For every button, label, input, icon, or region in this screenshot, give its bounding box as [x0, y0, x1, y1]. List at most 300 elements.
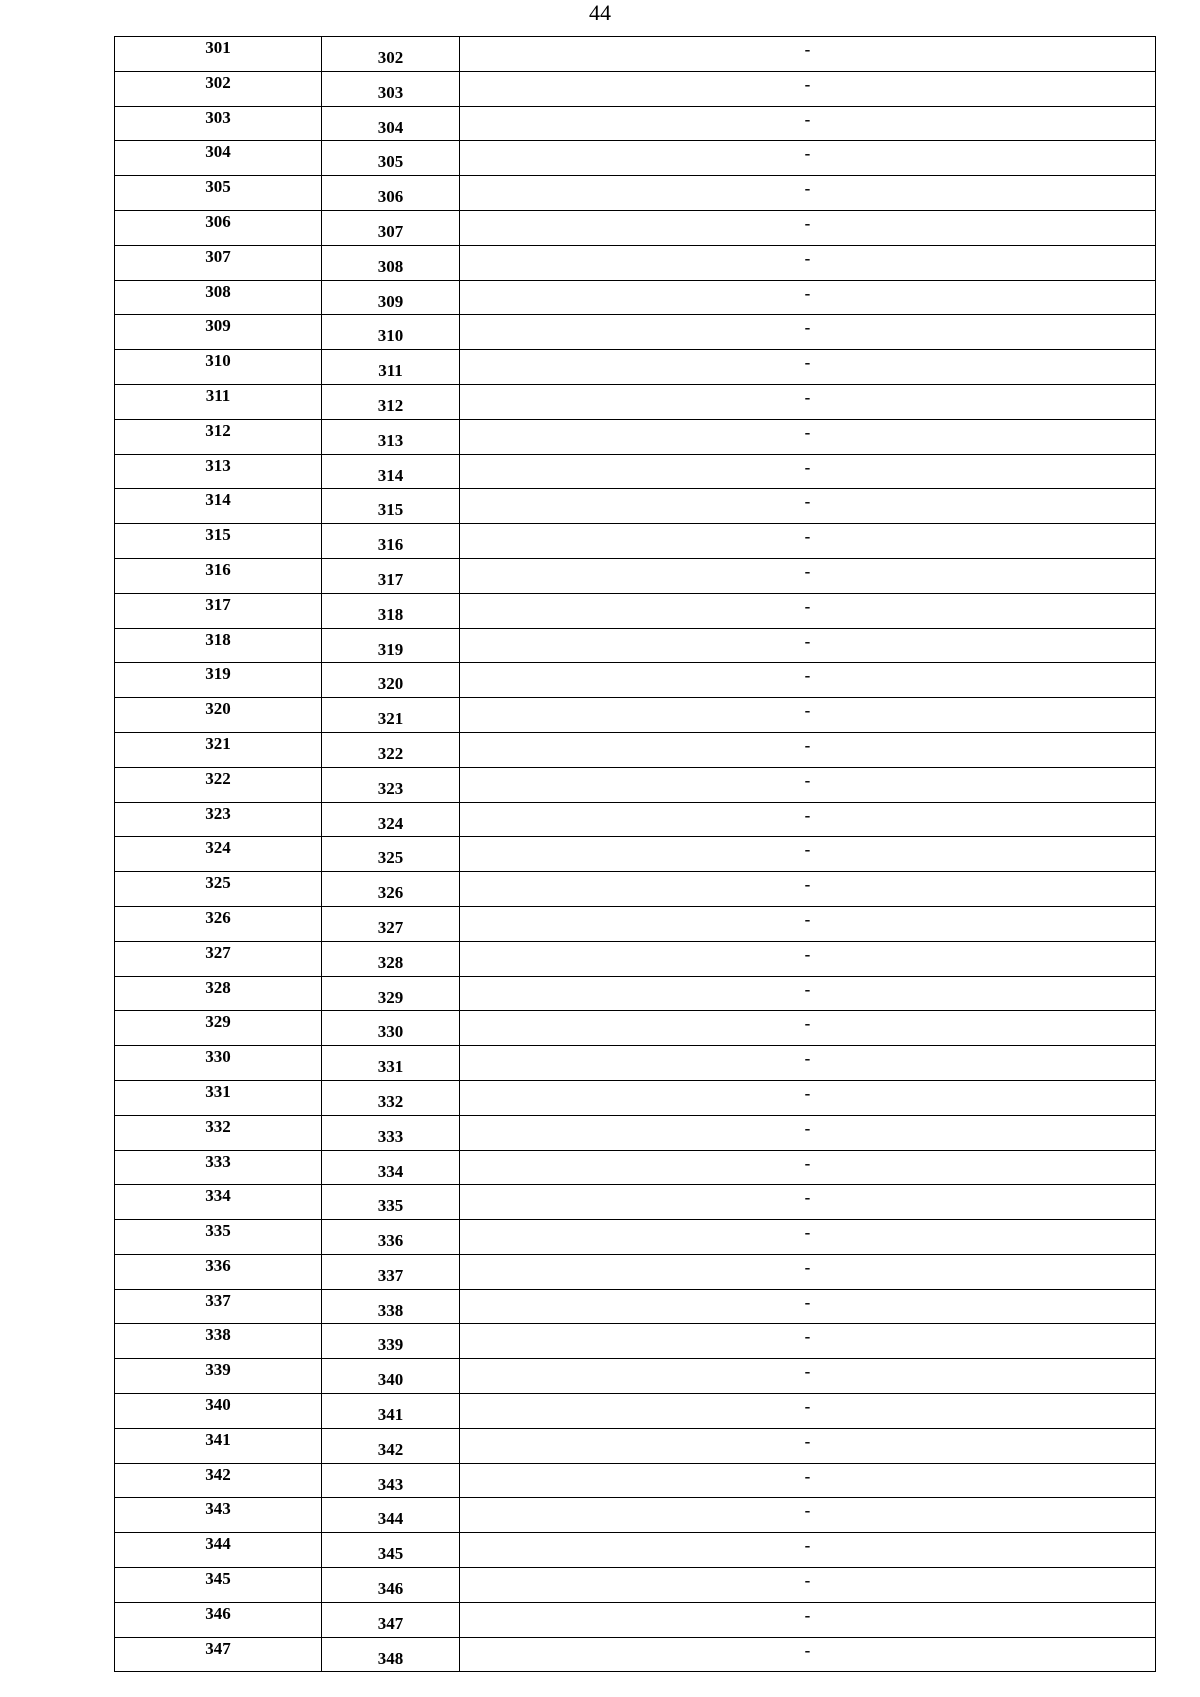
value-cell: [460, 1046, 1156, 1081]
row-number-cell: [115, 1220, 322, 1255]
data-table: [114, 36, 1156, 1672]
next-number-cell: [322, 1568, 460, 1603]
value-cell: [460, 315, 1156, 350]
value-cell-text: -: [804, 1049, 811, 1069]
table-row: [115, 1359, 1156, 1394]
next-number-cell: [322, 106, 460, 141]
row-number-cell-text: 330: [205, 1047, 231, 1067]
value-cell-text: -: [804, 1223, 811, 1243]
table-row: [115, 593, 1156, 628]
value-cell: [460, 872, 1156, 907]
row-number-cell-text: 336: [205, 1255, 231, 1275]
page-number: 44: [589, 0, 611, 25]
value-cell-text: -: [804, 353, 811, 373]
value-cell-text: -: [804, 213, 811, 233]
value-cell-text: -: [804, 283, 811, 303]
table-row: [115, 837, 1156, 872]
row-number-cell: [115, 593, 322, 628]
row-number-cell-text: 301: [205, 38, 231, 57]
value-cell-text: -: [804, 1327, 811, 1347]
table-row: [115, 1568, 1156, 1603]
table-row: [115, 941, 1156, 976]
value-cell: [460, 837, 1156, 872]
row-number-cell: [115, 1602, 322, 1637]
row-number-cell-text: 316: [205, 559, 231, 579]
next-number-cell: [322, 1254, 460, 1289]
table-row: [115, 1150, 1156, 1185]
next-number-cell: [322, 1533, 460, 1568]
value-cell-text: -: [804, 1536, 811, 1556]
next-number-cell: [322, 1150, 460, 1185]
row-number-cell-text: 337: [205, 1290, 231, 1310]
next-number-cell-text: 346: [377, 1579, 404, 1599]
value-cell-text: -: [804, 179, 811, 199]
row-number-cell: [115, 524, 322, 559]
value-cell: [460, 906, 1156, 941]
value-cell: [460, 37, 1156, 72]
value-cell: [460, 524, 1156, 559]
value-cell: [460, 732, 1156, 767]
value-cell-text: -: [804, 1362, 811, 1382]
row-number-cell: [115, 37, 322, 72]
next-number-cell-text: 329: [377, 987, 404, 1007]
next-number-cell: [322, 1185, 460, 1220]
value-cell-text: -: [804, 318, 811, 338]
value-cell: [460, 1254, 1156, 1289]
value-cell-text: -: [804, 1605, 811, 1625]
row-number-cell: [115, 245, 322, 280]
next-number-cell-text: 316: [377, 535, 404, 555]
row-number-cell: [115, 1289, 322, 1324]
value-cell-text: -: [804, 979, 811, 999]
value-cell-text: -: [804, 596, 811, 616]
table-row: [115, 1533, 1156, 1568]
table-row: [115, 384, 1156, 419]
value-cell: [460, 280, 1156, 315]
row-number-cell: [115, 1080, 322, 1115]
row-number-cell-text: 346: [205, 1603, 231, 1623]
row-number-cell-text: 318: [205, 629, 231, 649]
next-number-cell: [322, 1602, 460, 1637]
next-number-cell-text: 302: [377, 48, 404, 67]
value-cell: [460, 350, 1156, 385]
value-cell: [460, 1637, 1156, 1672]
row-number-cell: [115, 802, 322, 837]
table-row: [115, 524, 1156, 559]
next-number-cell-text: 340: [377, 1370, 404, 1390]
row-number-cell-text: 339: [205, 1360, 231, 1380]
value-cell-text: -: [804, 1014, 811, 1034]
next-number-cell: [322, 245, 460, 280]
row-number-cell-text: 312: [205, 420, 231, 440]
row-number-cell: [115, 350, 322, 385]
row-number-cell: [115, 280, 322, 315]
value-cell: [460, 1289, 1156, 1324]
value-cell: [460, 1080, 1156, 1115]
row-number-cell-text: 305: [205, 177, 231, 197]
row-number-cell: [115, 210, 322, 245]
row-number-cell-text: 340: [205, 1395, 231, 1415]
row-number-cell: [115, 419, 322, 454]
next-number-cell-text: 336: [377, 1231, 404, 1251]
value-cell: [460, 941, 1156, 976]
row-number-cell: [115, 1115, 322, 1150]
value-cell-text: -: [804, 74, 811, 94]
row-number-cell: [115, 1394, 322, 1429]
row-number-cell-text: 319: [205, 664, 231, 684]
next-number-cell: [322, 1011, 460, 1046]
row-number-cell-text: 333: [205, 1151, 231, 1171]
row-number-cell-text: 313: [205, 455, 231, 475]
row-number-cell-text: 327: [205, 942, 231, 962]
value-cell: [460, 1220, 1156, 1255]
next-number-cell: [322, 1463, 460, 1498]
value-cell-text: -: [804, 909, 811, 929]
value-cell-text: -: [804, 248, 811, 268]
table-row: [115, 419, 1156, 454]
table-row: [115, 976, 1156, 1011]
row-number-cell: [115, 1185, 322, 1220]
value-cell-text: -: [804, 1501, 811, 1521]
table-body: [115, 37, 1156, 1672]
row-number-cell-text: 329: [205, 1012, 231, 1032]
value-cell: [460, 1115, 1156, 1150]
next-number-cell: [322, 315, 460, 350]
value-cell-text: -: [804, 1292, 811, 1312]
next-number-cell-text: 304: [377, 117, 404, 137]
next-number-cell: [322, 906, 460, 941]
value-cell-text: -: [804, 1257, 811, 1277]
value-cell-text: -: [804, 805, 811, 825]
row-number-cell: [115, 1324, 322, 1359]
row-number-cell-text: 335: [205, 1221, 231, 1241]
value-cell-text: -: [804, 561, 811, 581]
next-number-cell-text: 335: [377, 1196, 404, 1216]
value-cell: [460, 419, 1156, 454]
next-number-cell-text: 311: [378, 361, 403, 381]
table-row: [115, 1220, 1156, 1255]
table-row: [115, 732, 1156, 767]
table-row: [115, 663, 1156, 698]
value-cell-text: -: [804, 1188, 811, 1208]
table-row: [115, 71, 1156, 106]
next-number-cell: [322, 732, 460, 767]
row-number-cell: [115, 454, 322, 489]
value-cell-text: -: [804, 701, 811, 721]
next-number-cell-text: 331: [377, 1057, 404, 1077]
value-cell-text: -: [804, 1153, 811, 1173]
row-number-cell: [115, 663, 322, 698]
row-number-cell: [115, 1359, 322, 1394]
value-cell: [460, 802, 1156, 837]
value-cell-text: -: [804, 1118, 811, 1138]
next-number-cell: [322, 698, 460, 733]
next-number-cell: [322, 489, 460, 524]
next-number-cell: [322, 384, 460, 419]
value-cell-text: -: [804, 1083, 811, 1103]
table-row: [115, 489, 1156, 524]
row-number-cell-text: 332: [205, 1116, 231, 1136]
next-number-cell: [322, 837, 460, 872]
next-number-cell-text: 305: [377, 152, 404, 172]
table-row: [115, 141, 1156, 176]
value-cell-text: -: [804, 492, 811, 512]
value-cell: [460, 1394, 1156, 1429]
row-number-cell: [115, 106, 322, 141]
value-cell: [460, 141, 1156, 176]
value-cell: [460, 1568, 1156, 1603]
next-number-cell: [322, 37, 460, 72]
next-number-cell-text: 323: [377, 778, 404, 798]
row-number-cell-text: 317: [205, 594, 231, 614]
row-number-cell: [115, 628, 322, 663]
value-cell-text: -: [804, 422, 811, 442]
value-cell: [460, 176, 1156, 211]
table-row: [115, 698, 1156, 733]
table-row: [115, 315, 1156, 350]
table-row: [115, 106, 1156, 141]
row-number-cell-text: 311: [205, 385, 231, 405]
table-row: [115, 558, 1156, 593]
row-number-cell-text: 306: [205, 211, 231, 231]
row-number-cell-text: 344: [205, 1534, 231, 1554]
row-number-cell: [115, 141, 322, 176]
next-number-cell-text: 339: [377, 1335, 404, 1355]
next-number-cell-text: 307: [377, 221, 404, 241]
row-number-cell: [115, 1150, 322, 1185]
value-cell: [460, 384, 1156, 419]
next-number-cell-text: 309: [377, 291, 404, 311]
next-number-cell-text: 318: [377, 604, 404, 624]
table-row: [115, 245, 1156, 280]
value-cell: [460, 1359, 1156, 1394]
next-number-cell-text: 313: [377, 430, 404, 450]
next-number-cell-text: 320: [377, 674, 404, 694]
table-row: [115, 872, 1156, 907]
row-number-cell-text: 302: [205, 72, 231, 92]
table-row: [115, 1185, 1156, 1220]
value-cell-text: -: [804, 109, 811, 129]
row-number-cell-text: 326: [205, 907, 231, 927]
next-number-cell-text: 303: [377, 82, 404, 102]
next-number-cell: [322, 524, 460, 559]
value-cell-text: -: [804, 1571, 811, 1591]
row-number-cell-text: 310: [205, 351, 231, 371]
next-number-cell-text: 332: [377, 1091, 404, 1111]
table-row: [115, 1602, 1156, 1637]
next-number-cell: [322, 1428, 460, 1463]
row-number-cell-text: 320: [205, 699, 231, 719]
value-cell: [460, 210, 1156, 245]
row-number-cell-text: 341: [205, 1429, 231, 1449]
row-number-cell: [115, 1498, 322, 1533]
row-number-cell: [115, 558, 322, 593]
next-number-cell: [322, 976, 460, 1011]
table-row: [115, 1498, 1156, 1533]
value-cell-text: -: [804, 944, 811, 964]
next-number-cell: [322, 1394, 460, 1429]
row-number-cell: [115, 767, 322, 802]
next-number-cell-text: 337: [377, 1265, 404, 1285]
row-number-cell: [115, 176, 322, 211]
row-number-cell-text: 324: [205, 838, 231, 858]
next-number-cell-text: 338: [377, 1300, 404, 1320]
row-number-cell: [115, 872, 322, 907]
next-number-cell-text: 314: [377, 465, 404, 485]
value-cell: [460, 1428, 1156, 1463]
next-number-cell: [322, 941, 460, 976]
row-number-cell-text: 314: [205, 490, 231, 510]
value-cell: [460, 1011, 1156, 1046]
next-number-cell-text: 312: [377, 395, 404, 415]
row-number-cell: [115, 1011, 322, 1046]
value-cell-text: -: [804, 735, 811, 755]
table-row: [115, 1289, 1156, 1324]
row-number-cell-text: 328: [205, 977, 231, 997]
next-number-cell-text: 328: [377, 952, 404, 972]
value-cell: [460, 454, 1156, 489]
table-row: [115, 1080, 1156, 1115]
value-cell-text: -: [804, 1640, 811, 1660]
next-number-cell: [322, 802, 460, 837]
next-number-cell-text: 306: [377, 187, 404, 207]
table-row: [115, 1115, 1156, 1150]
row-number-cell-text: 308: [205, 281, 231, 301]
row-number-cell-text: 322: [205, 768, 231, 788]
next-number-cell: [322, 767, 460, 802]
next-number-cell-text: 324: [377, 813, 404, 833]
value-cell-text: -: [804, 1397, 811, 1417]
row-number-cell-text: 334: [205, 1186, 231, 1206]
next-number-cell: [322, 1637, 460, 1672]
value-cell: [460, 71, 1156, 106]
value-cell-text: -: [804, 527, 811, 547]
table-row: [115, 1637, 1156, 1672]
next-number-cell-text: 326: [377, 883, 404, 903]
next-number-cell-text: 308: [377, 256, 404, 276]
value-cell: [460, 489, 1156, 524]
next-number-cell-text: 327: [377, 917, 404, 937]
value-cell: [460, 1533, 1156, 1568]
table-row: [115, 176, 1156, 211]
row-number-cell: [115, 941, 322, 976]
next-number-cell-text: 319: [377, 639, 404, 659]
row-number-cell-text: 304: [205, 142, 231, 162]
value-cell-text: -: [804, 1431, 811, 1451]
next-number-cell-text: 325: [377, 848, 404, 868]
row-number-cell: [115, 698, 322, 733]
next-number-cell: [322, 350, 460, 385]
row-number-cell-text: 309: [205, 316, 231, 336]
table-row: [115, 350, 1156, 385]
table-row: [115, 767, 1156, 802]
value-cell-text: -: [804, 1466, 811, 1486]
next-number-cell-text: 333: [377, 1126, 404, 1146]
next-number-cell: [322, 628, 460, 663]
table-row: [115, 628, 1156, 663]
row-number-cell-text: 325: [205, 873, 231, 893]
next-number-cell: [322, 1359, 460, 1394]
row-number-cell: [115, 1637, 322, 1672]
next-number-cell: [322, 454, 460, 489]
next-number-cell-text: 344: [377, 1509, 404, 1529]
table-row: [115, 802, 1156, 837]
value-cell-text: -: [804, 875, 811, 895]
next-number-cell: [322, 280, 460, 315]
next-number-cell: [322, 1498, 460, 1533]
row-number-cell: [115, 384, 322, 419]
next-number-cell-text: 345: [377, 1544, 404, 1564]
row-number-cell: [115, 1428, 322, 1463]
table-row: [115, 1324, 1156, 1359]
table-row: [115, 280, 1156, 315]
table-row: [115, 906, 1156, 941]
next-number-cell-text: 342: [377, 1439, 404, 1459]
row-number-cell: [115, 732, 322, 767]
next-number-cell: [322, 1220, 460, 1255]
next-number-cell-text: 341: [377, 1405, 404, 1425]
row-number-cell: [115, 976, 322, 1011]
row-number-cell: [115, 1046, 322, 1081]
row-number-cell: [115, 1463, 322, 1498]
table-row: [115, 1428, 1156, 1463]
next-number-cell: [322, 1046, 460, 1081]
value-cell: [460, 767, 1156, 802]
value-cell-text: -: [804, 40, 811, 59]
value-cell: [460, 1150, 1156, 1185]
value-cell: [460, 593, 1156, 628]
value-cell: [460, 698, 1156, 733]
row-number-cell: [115, 71, 322, 106]
row-number-cell: [115, 1254, 322, 1289]
next-number-cell: [322, 558, 460, 593]
value-cell-text: -: [804, 387, 811, 407]
next-number-cell: [322, 872, 460, 907]
next-number-cell-text: 348: [377, 1648, 404, 1668]
row-number-cell-text: 315: [205, 525, 231, 545]
next-number-cell-text: 310: [377, 326, 404, 346]
next-number-cell: [322, 1115, 460, 1150]
next-number-cell: [322, 593, 460, 628]
table-row: [115, 1394, 1156, 1429]
row-number-cell: [115, 1568, 322, 1603]
value-cell: [460, 1602, 1156, 1637]
next-number-cell: [322, 663, 460, 698]
next-number-cell-text: 330: [377, 1022, 404, 1042]
row-number-cell: [115, 837, 322, 872]
row-number-cell-text: 321: [205, 733, 231, 753]
table-row: [115, 1046, 1156, 1081]
next-number-cell-text: 321: [377, 709, 404, 729]
value-cell: [460, 628, 1156, 663]
value-cell-text: -: [804, 631, 811, 651]
next-number-cell: [322, 71, 460, 106]
row-number-cell: [115, 489, 322, 524]
next-number-cell: [322, 210, 460, 245]
table-row: [115, 1011, 1156, 1046]
row-number-cell: [115, 315, 322, 350]
next-number-cell: [322, 176, 460, 211]
table-row: [115, 454, 1156, 489]
row-number-cell-text: 343: [205, 1499, 231, 1519]
next-number-cell: [322, 419, 460, 454]
next-number-cell-text: 315: [377, 500, 404, 520]
table-row: [115, 1254, 1156, 1289]
next-number-cell-text: 317: [377, 569, 404, 589]
next-number-cell-text: 322: [377, 743, 404, 763]
next-number-cell: [322, 1289, 460, 1324]
value-cell: [460, 1498, 1156, 1533]
